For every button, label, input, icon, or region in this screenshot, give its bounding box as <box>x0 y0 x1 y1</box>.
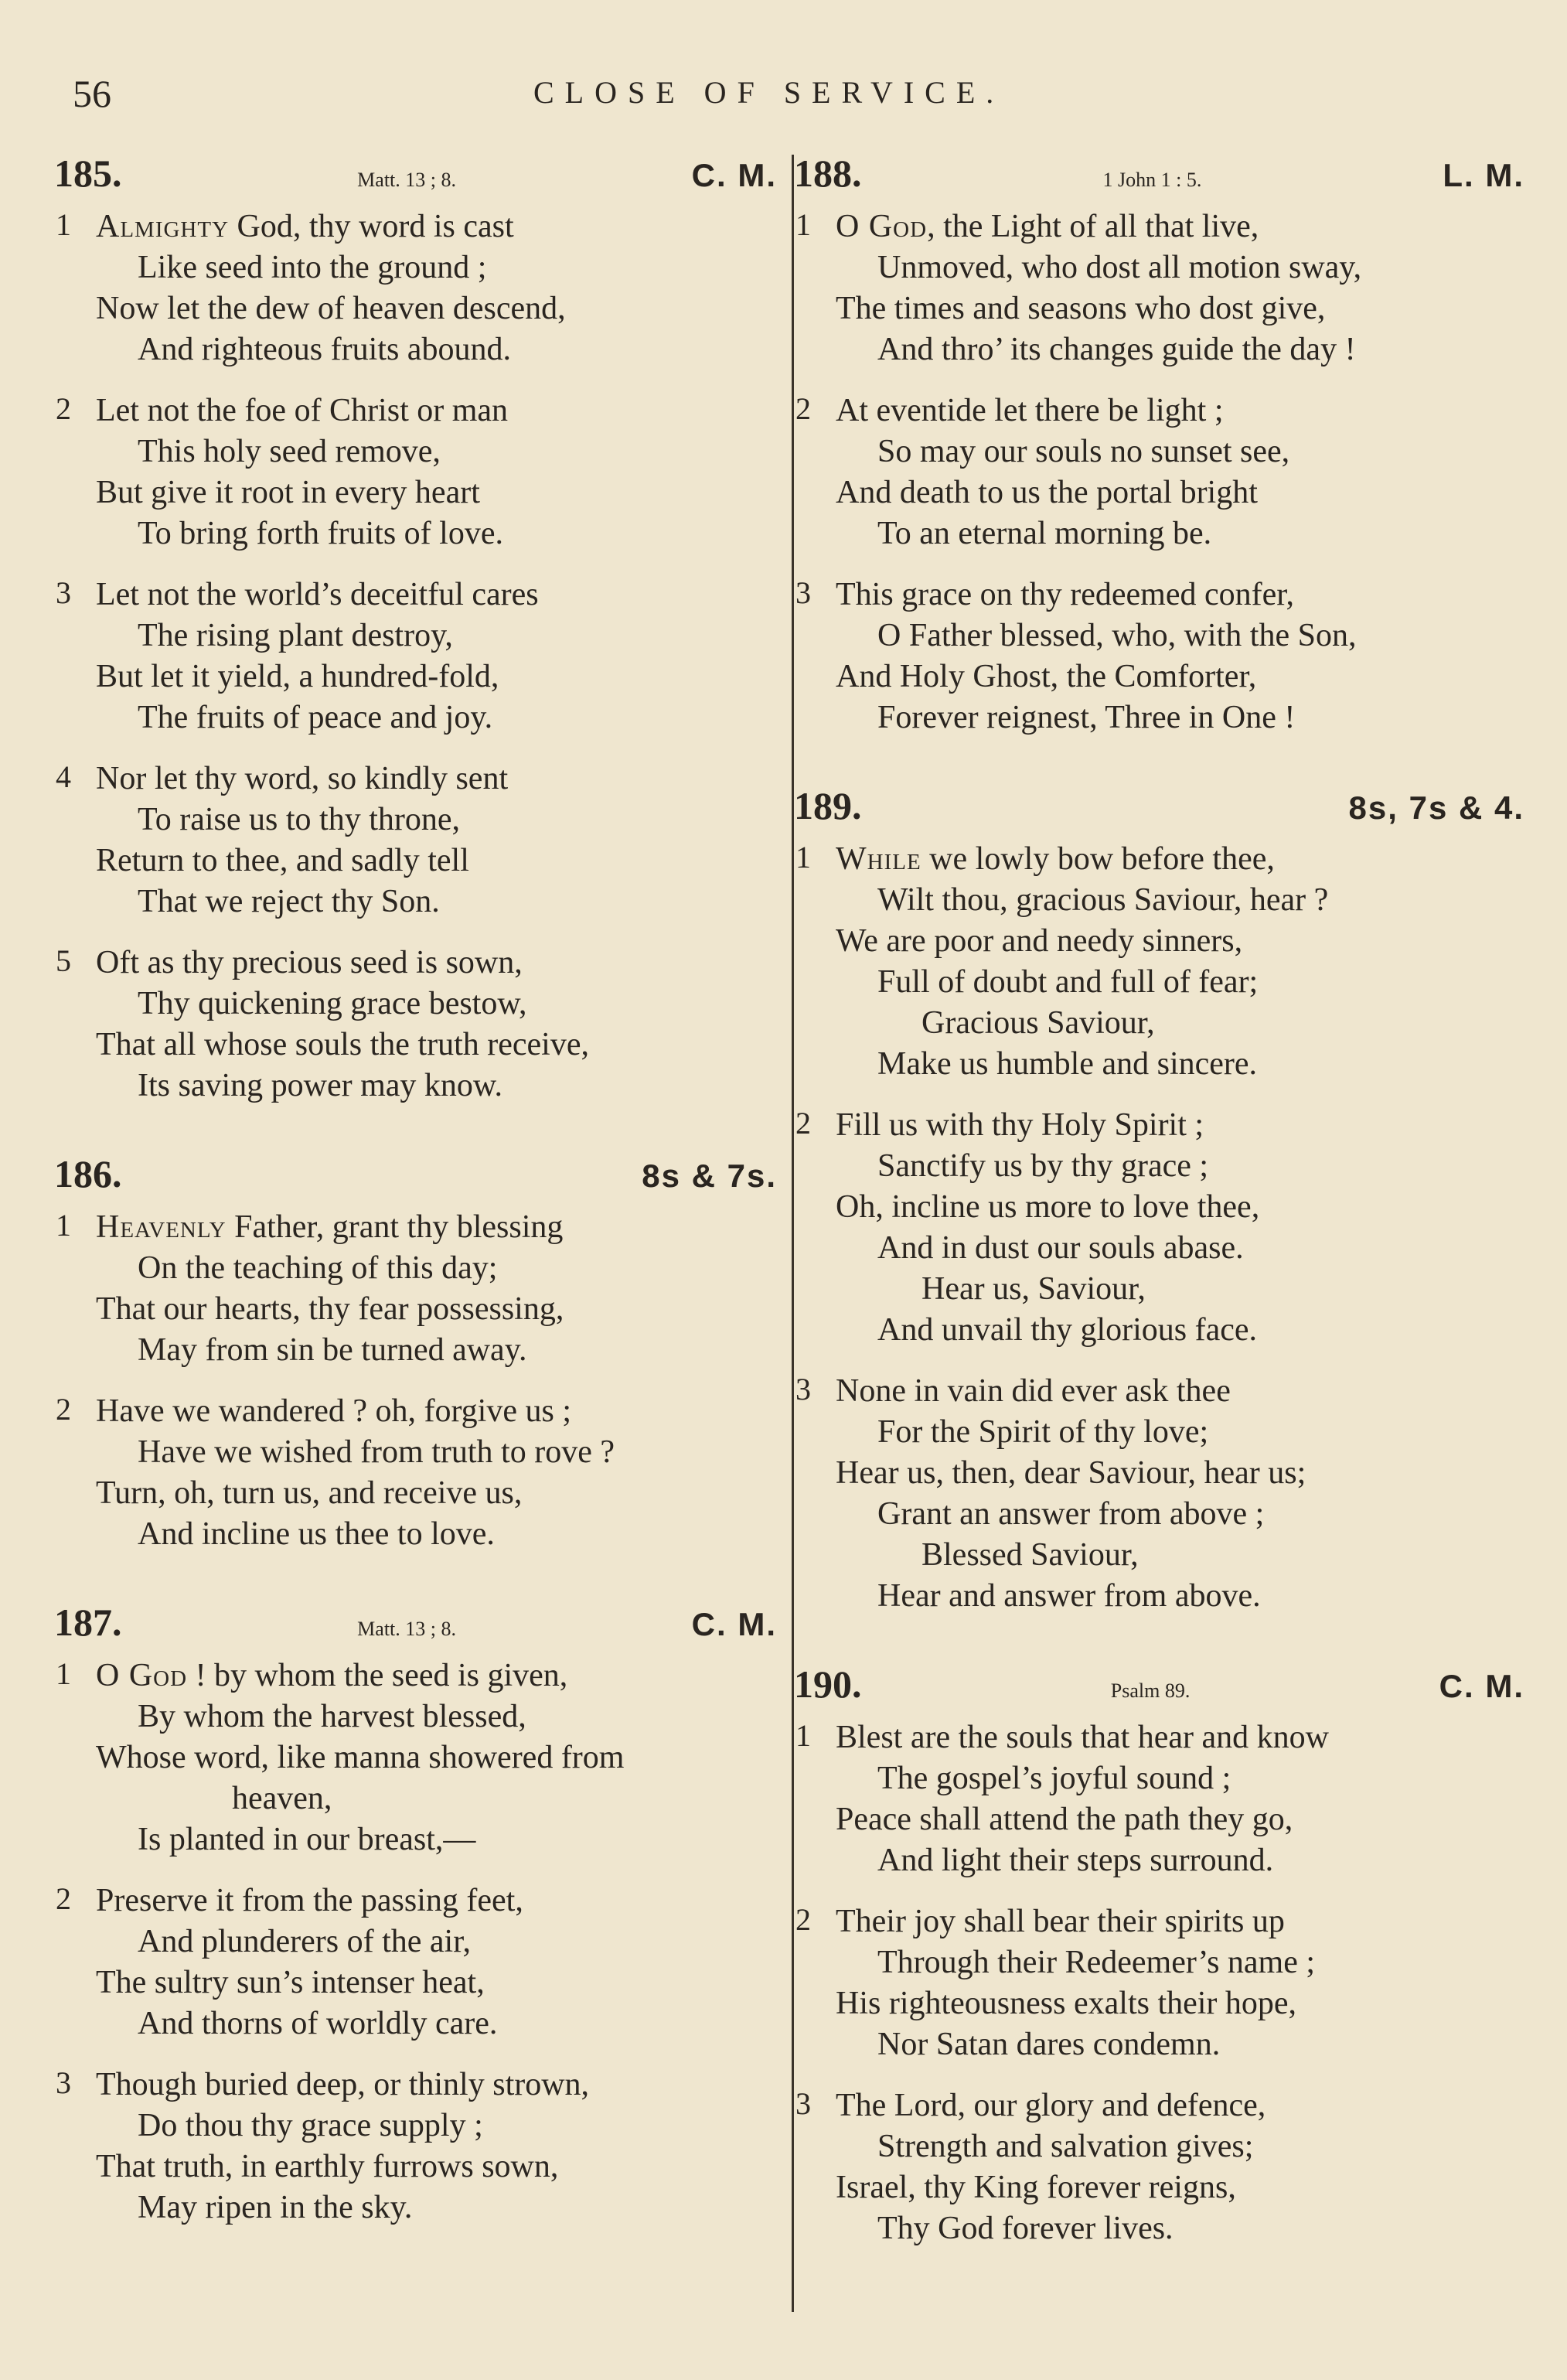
verse-text: Gracious Saviour, <box>921 1005 1155 1041</box>
hymn-number: 190. <box>794 1662 862 1706</box>
stanza <box>54 1880 777 2044</box>
verse-text: Make us humble and sincere. <box>877 1046 1258 1082</box>
verse-line <box>54 206 777 247</box>
verse-line <box>794 839 1524 880</box>
verse-text: Like seed into the ground ; <box>138 250 487 285</box>
hymn <box>54 151 777 1106</box>
verse-text: Strength and salvation gives; <box>877 2129 1254 2164</box>
verse-line <box>54 2146 777 2187</box>
verse-line <box>794 2024 1524 2065</box>
stanza <box>794 206 1524 370</box>
verse-line <box>794 288 1524 329</box>
stanza-number: 1 <box>795 1718 811 1753</box>
verse-text: That all whose souls the truth receive, <box>96 1027 589 1062</box>
verse-line <box>54 1473 777 1514</box>
verse-line <box>54 472 777 513</box>
verse-line <box>794 1228 1524 1269</box>
verse-text: This holy seed remove, <box>138 434 441 469</box>
verse-line <box>794 1901 1524 1942</box>
scripture-reference: Psalm 89. <box>1110 1679 1191 1702</box>
verse-text: The gospel’s joyful sound ; <box>877 1761 1231 1796</box>
hymn <box>794 1662 1524 2249</box>
verse-text: ! by whom the seed is given, <box>187 1658 568 1693</box>
verse-line <box>794 1146 1524 1187</box>
verse-line <box>794 1269 1524 1310</box>
verse-line <box>54 575 777 615</box>
verse-text: The rising plant destroy, <box>138 618 453 653</box>
verse-line <box>794 921 1524 962</box>
verse-line <box>54 881 777 922</box>
verse-line <box>54 1778 777 1819</box>
verse-line <box>54 1655 777 1696</box>
verse-line <box>54 1819 777 1860</box>
verse-line <box>794 431 1524 472</box>
verse-line <box>794 697 1524 738</box>
verse-text: Peace shall attend the path they go, <box>836 1802 1293 1837</box>
stanza <box>54 206 777 370</box>
verse-text: heaven, <box>232 1781 332 1816</box>
stanza-number: 2 <box>56 1392 71 1427</box>
verse-line <box>54 2065 777 2106</box>
verse-text: Nor Satan dares condemn. <box>877 2027 1221 2062</box>
verse-line <box>54 800 777 841</box>
verse-line <box>794 1453 1524 1494</box>
verse-text: Unmoved, who dost all motion sway, <box>877 250 1362 285</box>
verse-text: We are poor and needy sinners, <box>836 923 1243 959</box>
scripture-reference: Matt. 13 ; 8. <box>357 1618 456 1640</box>
verse-line <box>794 2208 1524 2249</box>
hymn-meter: L. M. <box>1443 157 1524 193</box>
verse-line <box>794 1840 1524 1881</box>
stanza-number: 3 <box>795 575 811 610</box>
verse-line <box>54 1514 777 1555</box>
verse-text: Its saving power may know. <box>138 1068 503 1103</box>
verse-text: And thorns of worldly care. <box>138 2006 498 2041</box>
hymn-number: 189. <box>794 784 862 827</box>
stanza-number: 1 <box>56 1656 71 1691</box>
verse-text: God, thy word is cast <box>229 209 514 244</box>
first-word: O God <box>836 209 928 244</box>
verse-text: This grace on thy redeemed confer, <box>836 577 1295 612</box>
verse-line <box>794 472 1524 513</box>
stanza <box>794 390 1524 554</box>
stanza <box>54 1207 777 1371</box>
hymn <box>794 151 1524 738</box>
verse-text: Hear us, then, dear Saviour, hear us; <box>836 1455 1306 1491</box>
verse-text: May from sin be turned away. <box>138 1332 527 1368</box>
hymn-meter: C. M. <box>691 1606 777 1642</box>
verse-line <box>54 1025 777 1066</box>
verse-text: Blessed Saviour, <box>921 1537 1139 1573</box>
hymn-header <box>794 1662 1524 1710</box>
verse-line <box>54 615 777 656</box>
first-word: Heavenly <box>96 1209 227 1245</box>
hymn-header <box>794 783 1524 831</box>
verse-line <box>794 513 1524 554</box>
stanza-number: 1 <box>795 207 811 242</box>
verse-text: Now let the dew of heaven descend, <box>96 291 566 326</box>
left-column <box>54 151 777 2273</box>
verse-line <box>794 656 1524 697</box>
verse-line <box>794 1983 1524 2024</box>
stanza-number: 1 <box>56 207 71 242</box>
verse-line <box>54 2106 777 2146</box>
stanza <box>794 1105 1524 1351</box>
verse-line <box>794 1942 1524 1983</box>
verse-text: Oft as thy precious seed is sown, <box>96 945 523 980</box>
verse-line <box>794 206 1524 247</box>
stanza-number: 3 <box>795 2086 811 2121</box>
verse-line <box>54 1207 777 1248</box>
verse-text: None in vain did ever ask thee <box>836 1373 1231 1409</box>
verse-line <box>54 390 777 431</box>
verse-line <box>794 390 1524 431</box>
verse-text: To bring forth fruits of love. <box>138 516 503 551</box>
stanza <box>794 839 1524 1085</box>
verse-text: Oh, incline us more to love thee, <box>836 1189 1260 1225</box>
verse-line <box>794 1576 1524 1617</box>
verse-text: Preserve it from the passing feet, <box>96 1883 523 1918</box>
verse-text: Turn, oh, turn us, and receive us, <box>96 1475 523 1511</box>
stanza <box>54 1655 777 1860</box>
verse-line <box>54 697 777 738</box>
stanza <box>794 1717 1524 1881</box>
verse-text: O Father blessed, who, with the Son, <box>877 618 1357 653</box>
stanza <box>54 1391 777 1555</box>
verse-text: , the Light of all that live, <box>927 209 1259 244</box>
first-word: While <box>836 841 921 877</box>
verse-line <box>794 2167 1524 2208</box>
stanza-number: 2 <box>56 1881 71 1916</box>
verse-text: Hear us, Saviour, <box>921 1271 1146 1307</box>
first-word: Almighty <box>96 209 230 244</box>
verse-text: May ripen in the sky. <box>138 2190 413 2225</box>
verse-text: So may our souls no sunset see, <box>877 434 1290 469</box>
verse-line <box>794 1799 1524 1840</box>
hymn-header <box>54 151 777 199</box>
verse-text: But let it yield, a hundred-fold, <box>96 659 499 694</box>
verse-line <box>794 1371 1524 1412</box>
verse-line <box>794 962 1524 1003</box>
verse-text: That our hearts, thy fear possessing, <box>96 1291 564 1327</box>
verse-line <box>794 1412 1524 1453</box>
stanza <box>794 1901 1524 2065</box>
stanza-number: 2 <box>56 391 71 426</box>
verse-text: Have we wished from truth to rove ? <box>138 1434 615 1470</box>
verse-text: By whom the harvest blessed, <box>138 1699 526 1734</box>
stanza <box>54 943 777 1106</box>
verse-line <box>54 984 777 1025</box>
verse-text: And in dust our souls abase. <box>877 1230 1244 1266</box>
verse-line <box>54 1330 777 1371</box>
verse-text: Blest are the souls that hear and know <box>836 1720 1329 1755</box>
stanza-number: 3 <box>56 575 71 610</box>
verse-line <box>794 1494 1524 1535</box>
stanza-number: 2 <box>795 391 811 426</box>
verse-line <box>54 1737 777 1778</box>
hymn-number: 188. <box>794 152 862 195</box>
stanza <box>54 759 777 922</box>
verse-line <box>54 288 777 329</box>
verse-line <box>54 2003 777 2044</box>
verse-text: Grant an answer from above ; <box>877 1496 1265 1532</box>
verse-text: His righteousness exalts their hope, <box>836 1986 1297 2021</box>
verse-line <box>54 1921 777 1962</box>
verse-line <box>54 656 777 697</box>
verse-line <box>794 1105 1524 1146</box>
verse-line <box>54 1880 777 1921</box>
verse-line <box>54 841 777 881</box>
verse-text: And incline us thee to love. <box>138 1516 495 1552</box>
verse-line <box>54 1391 777 1432</box>
stanza <box>54 2065 777 2228</box>
verse-line <box>794 2126 1524 2167</box>
hymn <box>54 1600 777 2228</box>
verse-text: Is planted in our breast,— <box>138 1822 476 1857</box>
verse-text: Wilt thou, gracious Saviour, hear ? <box>877 882 1329 918</box>
right-column <box>794 151 1524 2294</box>
verse-text: Though buried deep, or thinly strown, <box>96 2067 590 2102</box>
verse-text: Father, grant thy blessing <box>226 1209 564 1245</box>
verse-line <box>794 1003 1524 1044</box>
stanza <box>794 2085 1524 2249</box>
stanza <box>794 575 1524 738</box>
verse-text: Hear and answer from above. <box>877 1578 1261 1614</box>
verse-text: On the teaching of this day; <box>138 1250 498 1286</box>
scripture-reference: Matt. 13 ; 8. <box>357 169 456 191</box>
verse-text: The fruits of peace and joy. <box>138 700 493 735</box>
stanza-number: 4 <box>56 759 71 794</box>
verse-text: Israel, thy King forever reigns, <box>836 2170 1236 2205</box>
verse-text: The times and seasons who dost give, <box>836 291 1326 326</box>
verse-text: Have we wandered ? oh, forgive us ; <box>96 1393 572 1429</box>
verse-text: To an eternal morning be. <box>877 516 1212 551</box>
verse-line <box>794 880 1524 921</box>
verse-line <box>54 1066 777 1106</box>
verse-line <box>54 431 777 472</box>
stanza-number: 2 <box>795 1106 811 1141</box>
verse-text: The Lord, our glory and defence, <box>836 2088 1266 2123</box>
verse-line <box>794 1717 1524 1758</box>
verse-line <box>54 2187 777 2228</box>
stanza-number: 3 <box>56 2065 71 2100</box>
verse-text: And plunderers of the air, <box>138 1924 472 1959</box>
verse-text: To raise us to thy throne, <box>138 802 460 837</box>
hymn-number: 186. <box>54 1152 122 1195</box>
hymn <box>54 1151 777 1555</box>
stanza-number: 5 <box>56 943 71 978</box>
verse-text: For the Spirit of thy love; <box>877 1414 1209 1450</box>
verse-text: The sultry sun’s intenser heat, <box>96 1965 485 2000</box>
verse-text: And light their steps surround. <box>877 1843 1274 1878</box>
hymn-meter: 8s, 7s & 4. <box>1348 789 1524 826</box>
verse-line <box>54 1962 777 2003</box>
hymn-header <box>54 1151 777 1199</box>
stanza-number: 3 <box>795 1372 811 1407</box>
hymn <box>794 783 1524 1617</box>
verse-line <box>54 247 777 288</box>
verse-text: Thy God forever lives. <box>877 2211 1174 2246</box>
verse-text: Through their Redeemer’s name ; <box>877 1945 1316 1980</box>
verse-line <box>794 575 1524 615</box>
verse-line <box>794 2085 1524 2126</box>
hymn-meter: C. M. <box>1439 1668 1524 1704</box>
verse-text: Thy quickening grace bestow, <box>138 986 527 1021</box>
verse-line <box>54 1696 777 1737</box>
verse-line <box>54 759 777 800</box>
verse-text: Sanctify us by thy grace ; <box>877 1148 1209 1184</box>
verse-line <box>794 615 1524 656</box>
hymn-number: 187. <box>54 1601 122 1644</box>
verse-text: Let not the foe of Christ or man <box>96 393 509 428</box>
scripture-reference: 1 John 1 : 5. <box>1102 169 1202 191</box>
page-number: 56 <box>73 72 111 115</box>
verse-line <box>794 1758 1524 1799</box>
verse-text: And death to us the portal bright <box>836 475 1258 510</box>
verse-line <box>794 247 1524 288</box>
verse-line <box>794 1044 1524 1085</box>
stanza <box>54 575 777 738</box>
hymn-header <box>794 151 1524 199</box>
hymn-meter: C. M. <box>691 157 777 193</box>
hymn-number: 185. <box>54 152 122 195</box>
verse-line <box>54 1432 777 1473</box>
verse-line <box>794 1187 1524 1228</box>
running-head: CLOSE OF SERVICE. <box>533 75 1005 110</box>
verse-text: Full of doubt and full of fear; <box>877 964 1259 1000</box>
stanza-number: 2 <box>795 1902 811 1937</box>
hymn-meter: 8s & 7s. <box>642 1158 777 1194</box>
first-word: O God <box>96 1658 188 1693</box>
verse-line <box>54 943 777 984</box>
verse-text: Whose word, like manna showered from <box>96 1740 625 1775</box>
verse-text: Forever reignest, Three in One ! <box>877 700 1296 735</box>
stanza <box>54 390 777 554</box>
verse-line <box>794 1310 1524 1351</box>
verse-text: Fill us with thy Holy Spirit ; <box>836 1107 1204 1143</box>
verse-text: That truth, in earthly furrows sown, <box>96 2149 559 2184</box>
verse-line <box>54 1289 777 1330</box>
verse-line <box>794 1535 1524 1576</box>
verse-line <box>54 513 777 554</box>
verse-text: Nor let thy word, so kindly sent <box>96 761 509 796</box>
hymn-header <box>54 1600 777 1648</box>
verse-text: At eventide let there be light ; <box>836 393 1224 428</box>
verse-line <box>54 329 777 370</box>
verse-text: Their joy shall bear their spirits up <box>836 1904 1285 1939</box>
verse-text: And thro’ its changes guide the day ! <box>877 332 1356 367</box>
verse-text: Return to thee, and sadly tell <box>96 843 469 878</box>
verse-text: And Holy Ghost, the Comforter, <box>836 659 1257 694</box>
verse-text: And righteous fruits abound. <box>138 332 511 367</box>
verse-line <box>794 329 1524 370</box>
verse-text: That we reject thy Son. <box>138 884 440 919</box>
verse-text: But give it root in every heart <box>96 475 480 510</box>
verse-text: Do thou thy grace supply ; <box>138 2108 483 2143</box>
stanza <box>794 1371 1524 1617</box>
stanza-number: 1 <box>795 840 811 875</box>
stanza-number: 1 <box>56 1208 71 1243</box>
verse-text: we lowly bow before thee, <box>921 841 1275 877</box>
verse-text: And unvail thy glorious face. <box>877 1312 1258 1348</box>
verse-line <box>54 1248 777 1289</box>
verse-text: Let not the world’s deceitful cares <box>96 577 539 612</box>
